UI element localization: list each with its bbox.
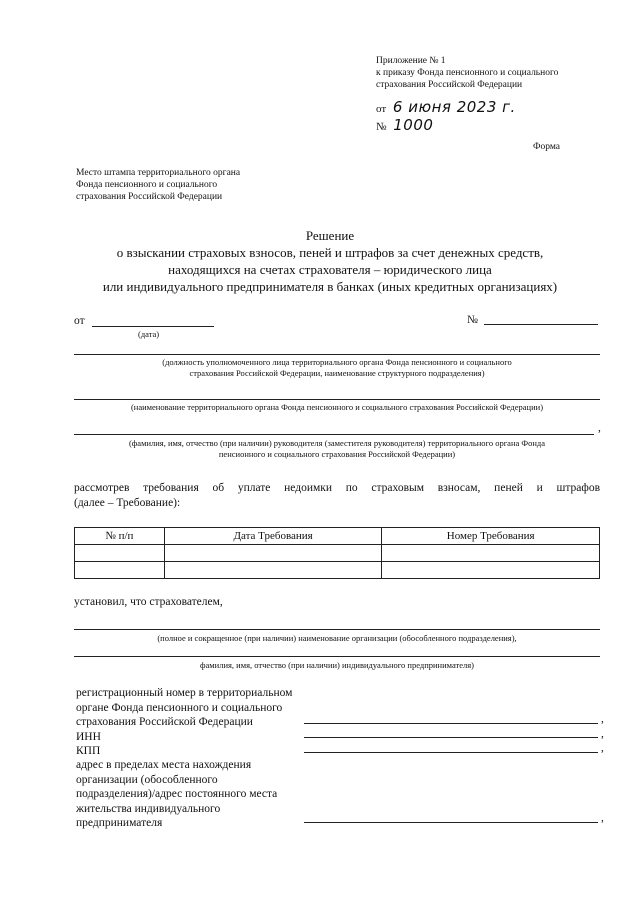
reg-comma: ,: [601, 713, 604, 725]
table-cell[interactable]: [382, 562, 600, 579]
title-line-1: Решение: [305, 228, 355, 243]
table-cell[interactable]: [164, 545, 382, 562]
document-title: [40, 227, 620, 295]
from-label: от: [74, 315, 85, 327]
table-header-date: Дата Требования: [164, 528, 382, 545]
reg-label-1: регистрационный номер в территориальном: [76, 687, 293, 699]
title-line-2: о взыскании страховых взносов, пеней и штрафов за счет денежных средств,: [116, 245, 544, 260]
head-comma: ,: [598, 422, 601, 434]
table-header-num: № п/п: [75, 528, 165, 545]
org-name-field-line[interactable]: [74, 629, 600, 630]
title-line-3: находящихся на счетах страхователя – юридического лица: [168, 262, 492, 277]
considered-text-1: рассмотрев требования об уплате недоимки по страховым взносам, пеней и штрафов: [74, 482, 600, 494]
official-caption: [74, 357, 600, 379]
address-label-5: предпринимателя: [76, 817, 163, 829]
appendix-number: [376, 116, 433, 134]
organ-caption: (наименование территориального органа Фонда пенсионного и социального страхования Российской Федерации): [130, 402, 544, 412]
title-line-4: или индивидуального предпринимателя в банках (иных кредитных организациях): [102, 279, 558, 294]
address-comma: ,: [601, 812, 604, 824]
appendix-number-prefix: №: [376, 121, 387, 133]
date-caption: (дата): [138, 329, 160, 339]
entrepreneur-caption: фамилия, имя, отчество (при наличии) индивидуального предпринимателя): [200, 660, 474, 670]
table-row: [75, 545, 600, 562]
stamp-line-3: страхования Российской Федерации: [76, 192, 223, 202]
appendix-date-handwritten: 6 июня 2023 г.: [392, 98, 516, 116]
org-name-caption: (полное и сокращенное (при наличии) наименование организации (обособленного подразделения),: [157, 633, 517, 643]
table-cell[interactable]: [164, 562, 382, 579]
appendix-block: [376, 55, 616, 91]
official-caption-1: (должность уполномоченного лица территориального органа Фонда пенсионного и социального: [162, 357, 512, 367]
inn-comma: ,: [601, 728, 604, 740]
head-caption-1: (фамилия, имя, отчество (при наличии) руководителя (заместителя руководителя) территориального органа Фонда: [128, 438, 546, 448]
table-header-row: [75, 528, 600, 545]
reg-number-field-line[interactable]: [304, 723, 598, 724]
reg-label-3: страхования Российской Федерации: [76, 716, 253, 728]
inn-label: ИНН: [76, 731, 101, 743]
address-label-1: адрес в пределах места нахождения: [76, 759, 252, 771]
number-label: №: [467, 314, 478, 326]
number-field-line[interactable]: [484, 324, 598, 325]
table-cell[interactable]: [75, 562, 165, 579]
appendix-line-2: к приказу Фонда пенсионного и социального: [376, 68, 559, 78]
inn-field-line[interactable]: [304, 737, 598, 738]
table-header-number: Номер Требования: [382, 528, 600, 545]
head-caption-2: пенсионного и социального страхования Российской Федерации): [218, 449, 456, 459]
considered-text-2: (далее – Требование):: [74, 497, 181, 509]
kpp-comma: ,: [601, 742, 604, 754]
table-cell[interactable]: [382, 545, 600, 562]
official-field-line[interactable]: [74, 354, 600, 355]
requirements-table: [74, 527, 600, 579]
appendix-line-3: страхования Российской Федерации: [376, 80, 523, 90]
appendix-line-1: Приложение № 1: [376, 56, 446, 66]
appendix-date-prefix: от: [376, 103, 387, 115]
address-label: [76, 758, 316, 831]
head-caption: [74, 438, 600, 460]
organ-field-line[interactable]: [74, 399, 600, 400]
date-field-line[interactable]: [92, 326, 214, 327]
form-label: Форма: [533, 142, 561, 152]
address-label-2: организации (обособленного: [76, 773, 218, 786]
reg-number-label: [76, 686, 316, 730]
appendix-date: [376, 98, 516, 116]
address-label-4: жительства индивидуального: [76, 802, 221, 815]
kpp-field-line[interactable]: [304, 752, 598, 753]
official-caption-2: страхования Российской Федерации, наименование структурного подразделения): [189, 368, 485, 378]
kpp-label: КПП: [76, 745, 101, 757]
established-text: установил, что страхователем,: [74, 596, 223, 608]
reg-label-2: органе Фонда пенсионного и социального: [76, 701, 283, 714]
address-label-3: подразделения)/адрес постоянного места: [76, 788, 278, 800]
stamp-line-2: Фонда пенсионного и социального: [76, 180, 218, 190]
stamp-line-1: Место штампа территориального органа: [76, 168, 241, 178]
head-field-line[interactable]: [74, 434, 594, 435]
entrepreneur-field-line[interactable]: [74, 656, 600, 657]
table-row: [75, 562, 600, 579]
table-cell[interactable]: [75, 545, 165, 562]
stamp-place: [76, 167, 316, 203]
address-field-line[interactable]: [304, 822, 598, 823]
appendix-number-handwritten: 1000: [393, 116, 434, 134]
